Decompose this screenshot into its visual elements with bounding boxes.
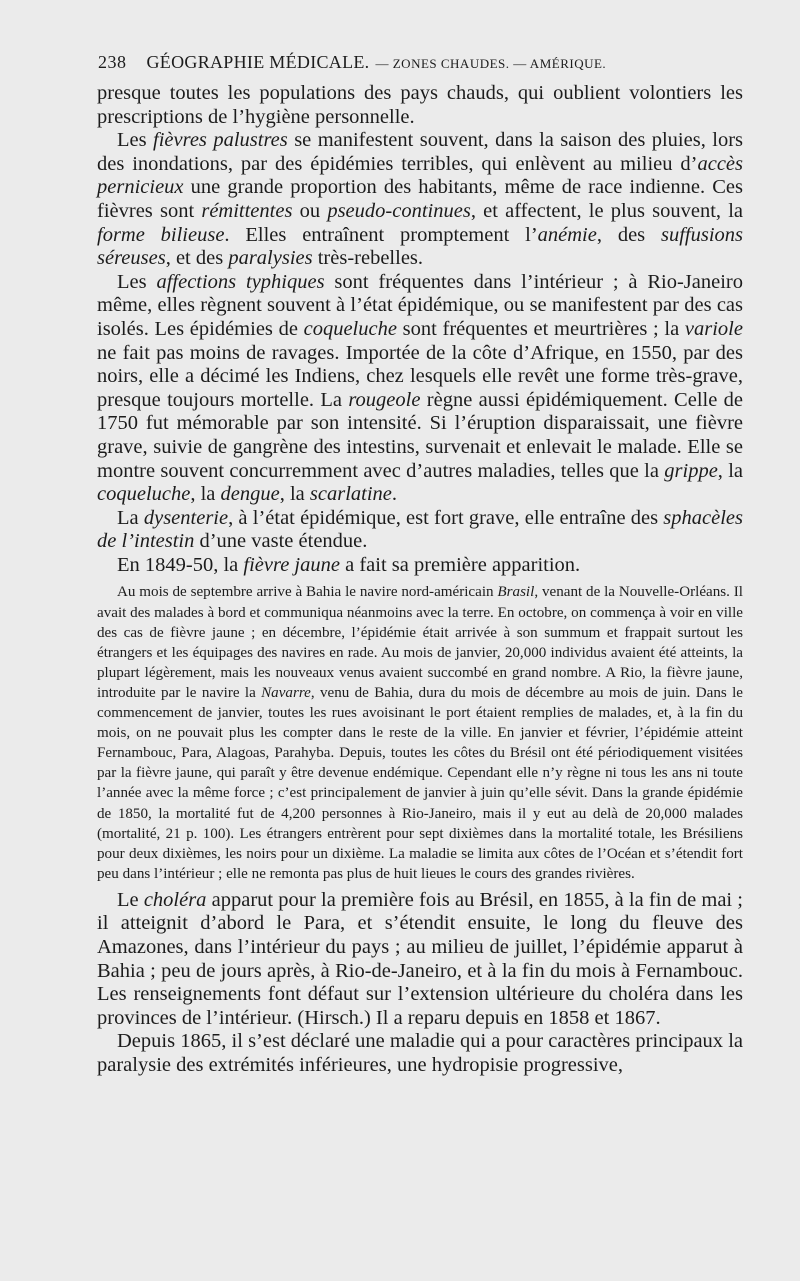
running-header: [98, 52, 744, 73]
paragraph: La dysenterie, à l’état épidémique, est fort grave, elle entraîne des sphacèles de l’intestin d’une vaste étendue.: [97, 506, 743, 553]
paragraph: Le choléra apparut pour la première fois au Brésil, en 1855, à la fin de mai ; il atteignit d’abord le Para, et s’étendit ensuite, le long du fleuve des Amazones, dans l’intérieur du pays ; au milieu de juillet, l’épidémie apparut à Bahia ; peu de jours après, à Rio-de-Janeiro, et à la fin du mois à Fernambouc. Les renseignements font défaut sur l’extension ultérieure du choléra dans les provinces de l’intérieur. (Hirsch.) Il a reparu depuis en 1858 et 1867.: [97, 888, 743, 1029]
paragraph: presque toutes les populations des pays chauds, qui oublient volontiers les prescriptions de l’hygiène personnelle.: [97, 82, 743, 128]
paragraph: Depuis 1865, il s’est déclaré une maladie qui a pour caractères principaux la paralysie des extrémités inférieures, une hydropisie progressive,: [97, 1030, 743, 1077]
paragraph: En 1849-50, la fièvre jaune a fait sa première apparition.: [117, 553, 581, 576]
page-body: [97, 82, 743, 1078]
paragraph: Les fièvres palustres se manifestent souvent, dans la saison des pluies, lors des inondations, par des épidémies terribles, qui enlèvent au milieu d’accès pernicieux une grande proportion des habitants, même de race indienne. Ces fièvres sont rémittentes ou pseudo-continues, et affectent, le plus souvent, la forme bilieuse. Elles entraînent promptement l’anémie, des suffusions séreuses, et des paralysies très-rebelles.: [97, 129, 744, 270]
paragraph: Les affections typhiques sont fréquentes dans l’intérieur ; à Rio-Janeiro même, elles règnent souvent à l’état épidémique, ou se manifestent par des cas isolés. Les épidémies de coqueluche sont fréquentes et meurtrières ; la variole ne fait pas moins de ravages. Importée de la côte d’Afrique, en 1550, par des noirs, elle a décimé les Indiens, chez lesquels elle revêt une forme très-grave, presque toujours mortelle. La rougeole règne aussi épidémiquement. Celle de 1750 fut mémorable par son intensité. Si l’éruption disparaissait, une fièvre grave, suivie de gangrène des intestins, survenait et enlevait le malade. Elle se montre souvent concurremment avec d’autres maladies, telles que la grippe, la coqueluche, la dengue, la scarlatine.: [97, 270, 744, 506]
header-title: GÉOGRAPHIE MÉDICALE.: [146, 52, 370, 72]
page-number: 238: [98, 52, 127, 72]
small-print-note: Au mois de septembre arrive à Bahia le navire nord-américain Brasil, venant de la Nouvelle-Orléans. Il avait des malades à bord et communiqua néanmoins avec la terre. En octobre, on commença à voir en ville des cas de fièvre jaune ; en décembre, l’épidémie était arrivée à son summum et frappait surtout les étrangers et les équipages des navires en rade. Au mois de janvier, 20,000 individus avaient été atteints, la plupart légèrement, mais les nouveaux venus avaient succombé en grand nombre. A Rio, la fièvre jaune, introduite par le navire la Navarre, venu de Bahia, dura du mois de décembre au mois de juin. Dans le commencement de janvier, toutes les rues avoisinant le port étaient remplies de malades, et, à la fin du mois, on ne pouvait plus les compter dans le reste de la ville. En janvier et février, l’épidémie atteint Fernambouc, Para, Alagoas, Parahyba. Depuis, toutes les côtes du Brésil ont été périodiquement visitées par la fièvre jaune, qui paraît y être devenue endémique. Cependant elle n’y règne ni tous les ans ni toute l’année avec la même force ; c’est principalement de janvier à juin qu’elle sévit. Dans la grande épidémie de 1850, la mortalité fut de 4,200 personnes à Rio-Janeiro, mais il y eut au delà de 20,000 malades (mortalité, 21 p. 100). Les étrangers entrèrent pour sept dixièmes dans la mortalité totale, les Brésiliens pour deux dixièmes, les noirs pour un dixième. La maladie se limita aux côtes de l’Océan et s’étendit fort peu dans l’intérieur ; elle ne remonta pas plus de huit lieues le cours des grandes rivières.: [97, 584, 743, 882]
header-section: — ZONES CHAUDES. — AMÉRIQUE.: [375, 56, 607, 71]
